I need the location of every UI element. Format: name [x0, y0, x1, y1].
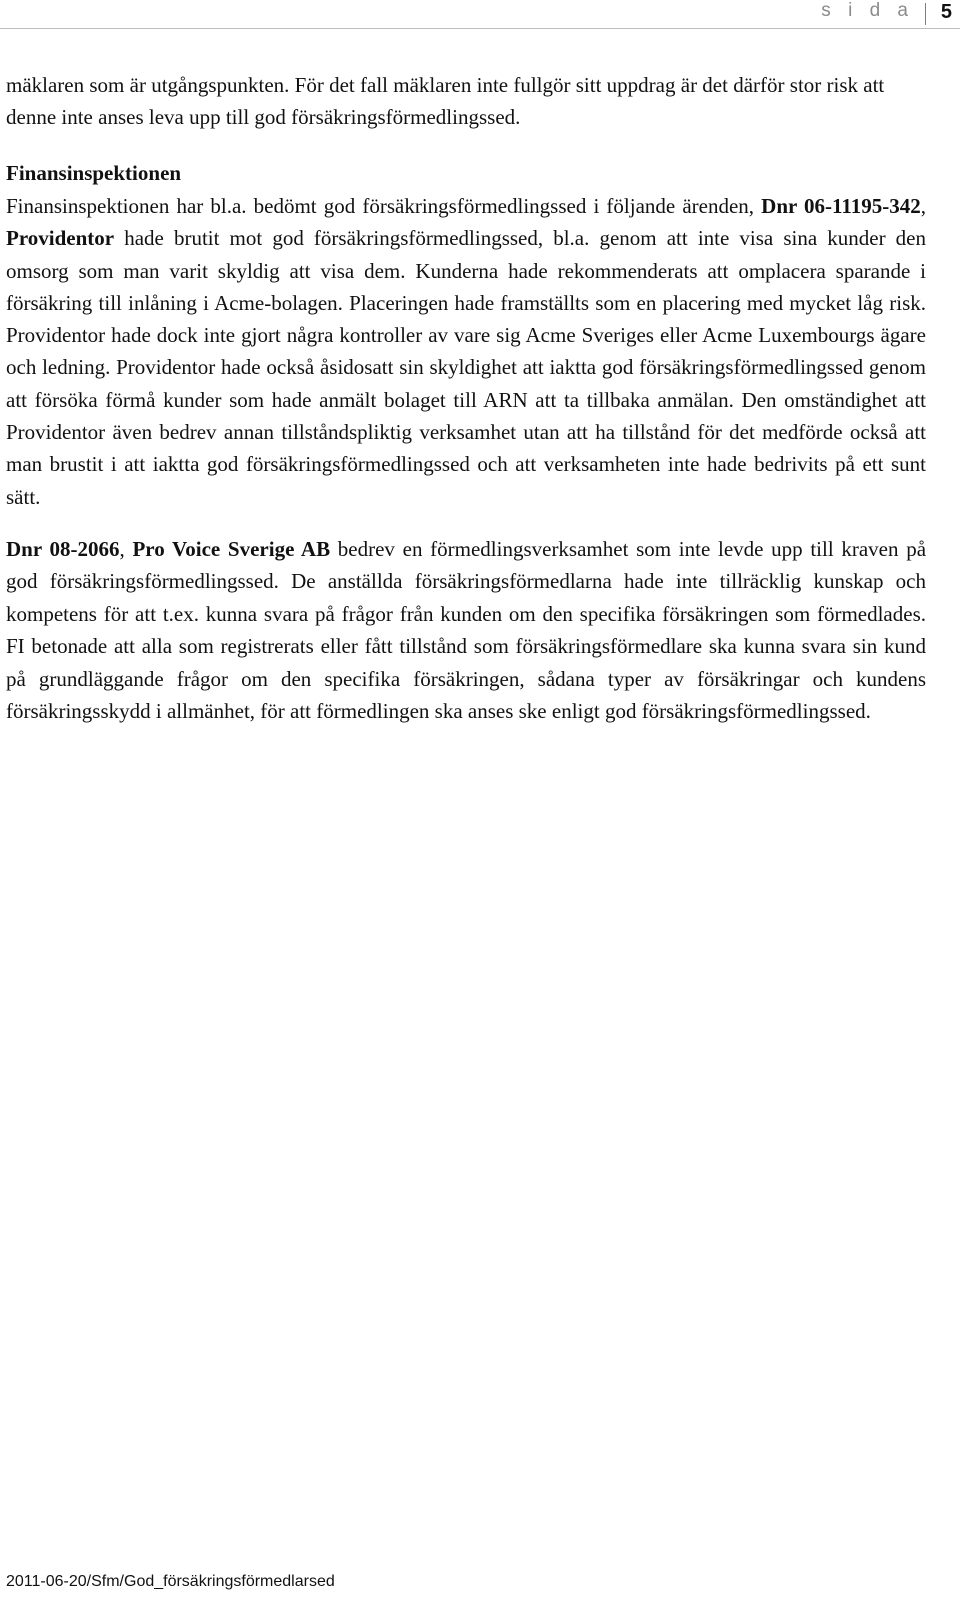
para2-text-1: Finansinspektionen har bl.a. bedömt god försäkringsförmedlingssed i följande ärenden, [6, 194, 762, 218]
para3-text-2: bedrev en förmedlingsverksamhet som inte levde upp till kraven på god försäkringsförmedlingssed. De anställda försäkringsförmedlarna hade inte tillräcklig kunskap och kompetens för att t.ex. kunna svara på frågor från kunden om den specifika försäkringen som förmedlades. FI betonade att alla som registrerats eller fått tillstånd som försäkringsförmedlare ska kunna svara sin kund på grundläggande frågor om den specifika försäkringen, sådana typer av försäkringar och kundens försäkringsskydd i allmänhet, för att förmedlingen ska anses ske enligt god försäkringsförmedlingssed. [6, 536, 927, 723]
para2-text-3: hade brutit mot god försäkringsförmedlingssed, bl.a. genom att inte visa sina kunder den omsorg som man varit skyldig att visa dem. Kunderna hade rekommenderats att omplacera sparande i försäkring till inlåning i Acme-bolagen. Placeringen hade framställts som en placering med mycket låg risk. Providentor hade dock inte gjort några kontroller av vare sig Acme Sveriges eller Acme Luxembourgs ägare och ledning. Providentor hade också åsidosatt sin skyldighet att iaktta god försäkringsförmedlingssed genom att försöka förmå kunder som hade anmält bolaget till ARN att ta tillbaka anmälan. Den omständighet att Providentor även bedrev annan tillståndspliktig verksamhet utan att ha tillstånd för det medförde också att man brustit i att iaktta god försäkringsförmedlingssed och att verksamheten inte hade bedrivits på ett sunt sätt. [6, 226, 926, 509]
para3-text-1: , [119, 536, 133, 561]
case-number-2: Dnr 08-2066 [6, 536, 120, 561]
page-header [0, 0, 960, 29]
paragraph-intro: mäklaren som är utgångspunkten. För det fall mäklaren inte fullgör sitt uppdrag är det därför stor risk att denne inte anses leva upp till god försäkringsförmedlingssed. [6, 73, 885, 129]
header-divider [925, 3, 926, 25]
document-body [6, 69, 926, 727]
paragraph-pro-voice [6, 533, 926, 727]
paragraph-providentor [6, 190, 926, 513]
page-footer: 2011-06-20/Sfm/God_försäkringsförmedlarsed [6, 1573, 335, 1590]
company-name-1: Providentor [6, 226, 115, 251]
para2-text-2: , [920, 194, 926, 218]
page-label: s i d a [821, 0, 914, 21]
section-heading: Finansinspektionen [6, 161, 182, 185]
case-number-1: Dnr 06-11195-342 [761, 194, 921, 218]
page-number: 5 [940, 1, 952, 23]
company-name-2: Pro Voice Sverige AB [132, 536, 331, 561]
